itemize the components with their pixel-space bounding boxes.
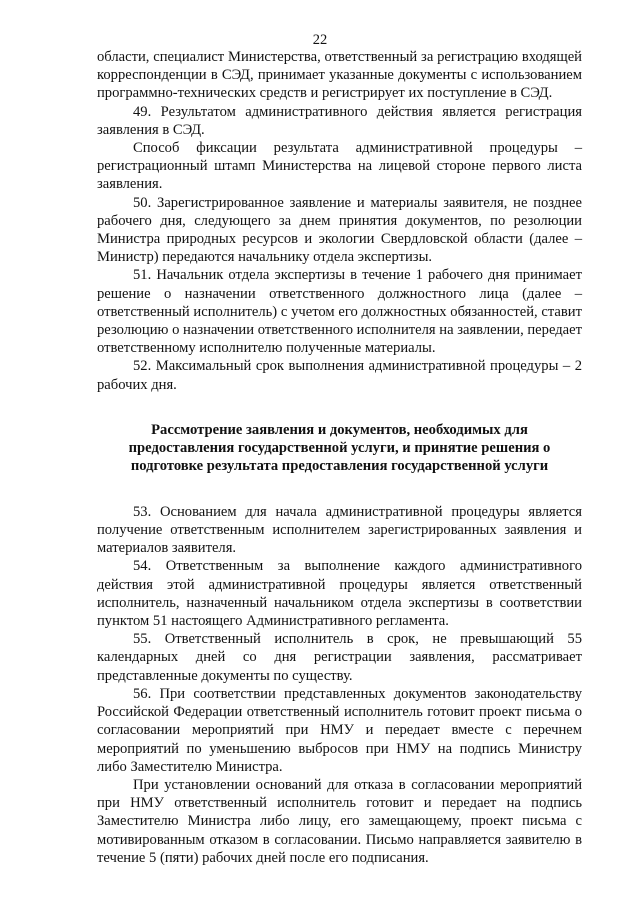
paragraph-55: 55. Ответственный исполнитель в срок, не превышающий 55 календарных дней со дня регистрации заявления, рассматривает представленные документы по существу.: [97, 631, 582, 684]
paragraph-50: 50. Зарегистрированное заявление и материалы заявителя, не позднее рабочего дня, следующего за днем принятия документов, по резолюции Министра природных ресурсов и экологии Свердловской области (далее – Министр) передаются начальнику отдела экспертизы.: [97, 194, 582, 266]
paragraph-49: 49. Результатом административного действия является регистрация заявления в СЭД.: [97, 103, 582, 138]
paragraph-53: 53. Основанием для начала административной процедуры является получение ответственным исполнителем зарегистрированных заявления и материалов заявителя.: [97, 503, 582, 557]
paragraph-refusal: При установлении оснований для отказа в согласовании мероприятий при НМУ ответственный исполнитель готовит и передает на подпись Заместителю Министра либо лицу, его замещающему, проект письма с мотивированным отказом в согласовании. Письмо направляется заявителю в течение 5 (пяти) рабочих дней после его подписания.: [97, 776, 582, 866]
page-number: 22: [312, 32, 328, 48]
paragraph-54: 54. Ответственным за выполнение каждого административного действия этой административной процедуры является ответственный исполнитель, назначенный начальником отдела экспертизы в соответствии пунктом 51 настоящего Административного регламента.: [97, 558, 582, 630]
paragraph-fixation-method: Способ фиксации результата административной процедуры – регистрационный штамп Министерства на лицевой стороне первого листа заявления.: [97, 140, 582, 193]
section-heading: Рассмотрение заявления и документов, необходимых для предоставления государственной услуги, и принятие решения о подготовке результата предоставления государственной услуги: [128, 421, 551, 474]
document-body: [97, 48, 582, 867]
paragraph-52: 52. Максимальный срок выполнения административной процедуры – 2 рабочих дня.: [97, 358, 582, 393]
paragraph-51: 51. Начальник отдела экспертизы в течение 1 рабочего дня принимает решение о назначении ответственного должностного лица (далее – ответственный исполнитель) с учетом его должностных обязанностей, ставит резолюцию о назначении ответственного исполнителя на заявлении, передает ответственному исполнителю полученные материалы.: [97, 267, 582, 357]
paragraph-56: 56. При соответствии представленных документов законодательству Российской Федерации ответственный исполнитель готовит проект письма о согласовании мероприятий при НМУ и передает вместе с перечнем мероприятий по уменьшению выбросов при НМУ на подпись Министру либо Заместителю Министра.: [97, 685, 582, 775]
paragraph-continuation: области, специалист Министерства, ответственный за регистрацию входящей корреспонденции в СЭД, принимает указанные документы с использованием программно-технических средств и регистрирует их поступление в СЭД.: [97, 49, 582, 102]
